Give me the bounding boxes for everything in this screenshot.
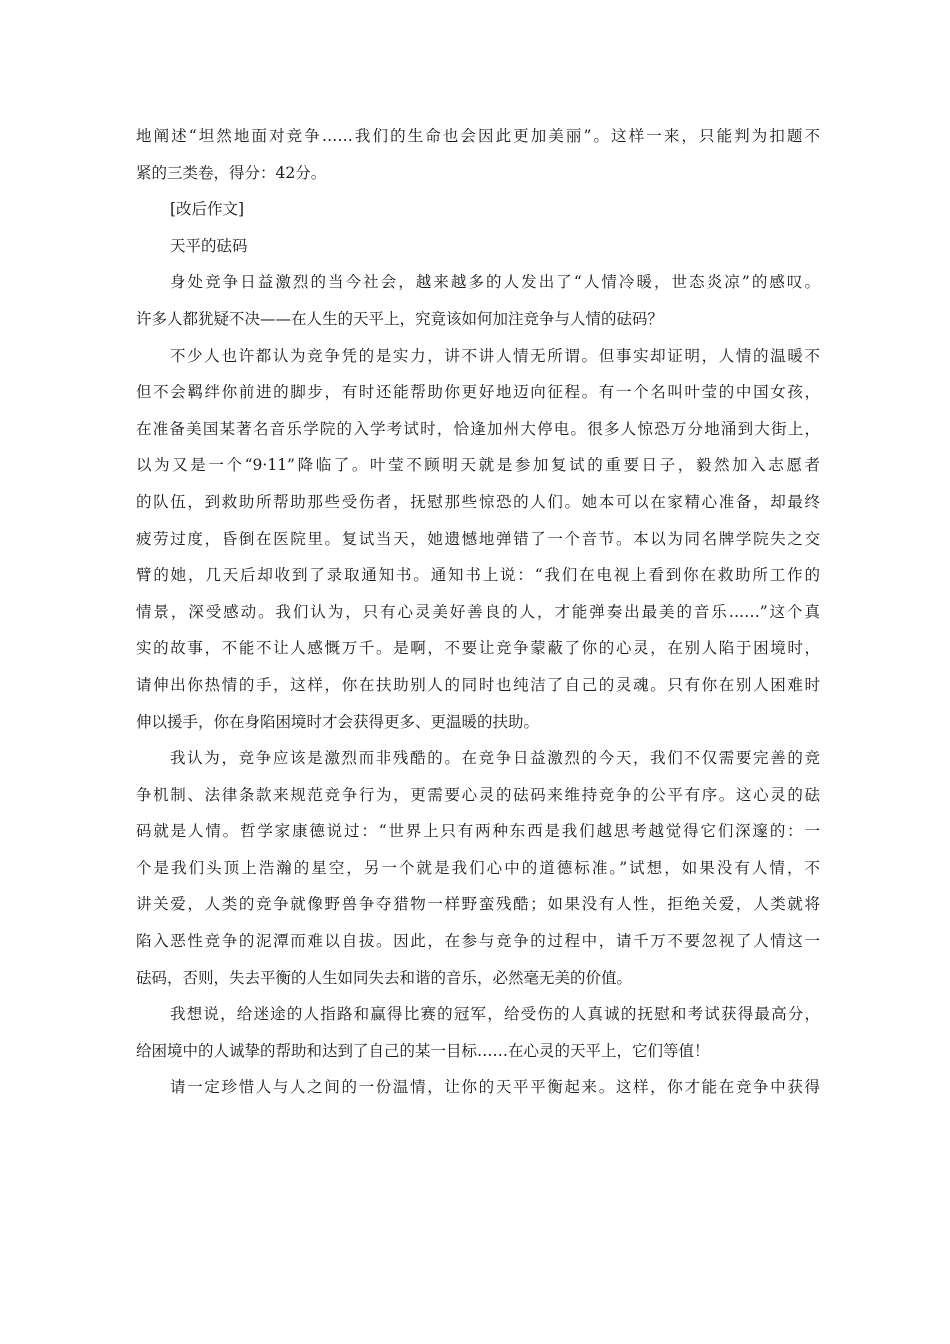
paragraph-line: 以为又是一个“9·11”降临了。叶莹不顾明天就是参加复试的重要日子，毅然加入志愿者 (136, 456, 820, 475)
paragraph-line: 砝码，否则，失去平衡的人生如同失去和谐的音乐，必然毫无美的价值。 (136, 968, 633, 987)
paragraph-line: 争机制、法律条款来规范竞争行为，更需要心灵的砝码来维持竞争的公平有序。这心灵的砝 (136, 785, 820, 804)
paragraph-5 (136, 1069, 820, 1106)
section-label: [改后作文] (170, 200, 245, 219)
paragraph-line: 请伸出你热情的手，这样，你在扶助别人的同时也纯洁了自己的灵魂。只有你在别人困难时 (136, 675, 820, 694)
paragraph-4 (136, 996, 820, 1069)
paragraph-line: 臂的她，几天后却收到了录取通知书。通知书上说：“我们在电视上看到你在救助所工作的 (136, 566, 820, 585)
paragraph-2 (136, 338, 820, 741)
paragraph-line: 我认为，竞争应该是激烈而非残酷的。在竞争日益激烈的今天，我们不仅需要完善的竞 (170, 749, 820, 768)
paragraph-line: 疲劳过度，昏倒在医院里。复试当天，她遗憾地弹错了一个音节。本以为同名牌学院失之交 (136, 529, 820, 548)
intro-line: 紧的三类卷，得分：42分。 (136, 163, 327, 182)
paragraph-line: 给困境中的人诚挚的帮助和达到了自己的某一目标……在心灵的天平上，它们等值！ (136, 1041, 710, 1060)
paragraph-line: 但不会羁绊你前进的脚步，有时还能帮助你更好地迈向征程。有一个名叫叶莹的中国女孩， (136, 383, 820, 402)
paragraph-line: 码就是人情。哲学家康德说过：“世界上只有两种东西是我们越思考越觉得它们深邃的：一 (136, 822, 820, 841)
paragraph-line: 不少人也许都认为竞争凭的是实力，讲不讲人情无所谓。但事实却证明，人情的温暖不 (170, 346, 820, 365)
intro-line: 地阐述“坦然地面对竞争……我们的生命也会因此更加美丽”。这样一来，只能判为扣题不 (136, 127, 820, 145)
paragraph-3 (136, 740, 820, 996)
paragraph-line: 情景，深受感动。我们认为，只有心灵美好善良的人，才能弹奏出最美的音乐……”这个真 (136, 602, 820, 621)
essay-title: 天平的砝码 (170, 236, 248, 255)
paragraph-line: 许多人都犹疑不决——在人生的天平上，究竟该如何加注竞争与人情的砝码？ (136, 309, 664, 328)
paragraph-line: 伸以援手，你在身陷困境时才会获得更多、更温暖的扶助。 (136, 712, 540, 731)
paragraph-line: 讲关爱，人类的竞争就像野兽争夺猎物一样野蛮残酷；如果没有人性，拒绝关爱，人类就将 (136, 895, 820, 914)
paragraph-line: 的队伍，到救助所帮助那些受伤者，抚慰那些惊恐的人们。她本可以在家精心准备，却最终 (136, 492, 820, 511)
paragraph-line: 在准备美国某著名音乐学院的入学考试时，恰逢加州大停电。很多人惊恐万分地涌到大街上， (136, 419, 820, 438)
paragraph-line: 实的故事，不能不让人感慨万千。是啊，不要让竞争蒙蔽了你的心灵，在别人陷于困境时， (136, 639, 820, 658)
document-page (136, 118, 820, 1106)
paragraph-line: 我想说，给迷途的人指路和赢得比赛的冠军，给受伤的人真诚的抚慰和考试获得最高分， (170, 1005, 820, 1024)
paragraph-line: 请一定珍惜人与人之间的一份温情，让你的天平平衡起来。这样，你才能在竞争中获得 (170, 1078, 820, 1097)
paragraph-line: 陷入恶性竞争的泥潭而难以自拔。因此，在参与竞争的过程中，请千万不要忽视了人情这一 (136, 932, 820, 951)
paragraph-line: 个是我们头顶上浩瀚的星空，另一个就是我们心中的道德标准。”试想，如果没有人情，不 (136, 858, 820, 877)
paragraph-1 (136, 264, 820, 337)
paragraph-line: 身处竞争日益激烈的当今社会，越来越多的人发出了“人情冷暖，世态炎凉”的感叹。 (170, 273, 820, 292)
